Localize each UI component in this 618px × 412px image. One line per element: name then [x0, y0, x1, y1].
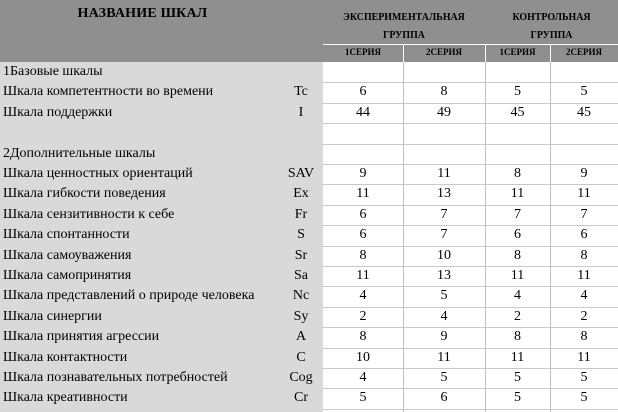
score-cell: 5: [580, 370, 588, 385]
table-row: [0, 144, 618, 164]
score-cell: 8: [359, 247, 367, 263]
scale-code: A: [295, 329, 307, 345]
score-cell: 8: [580, 329, 588, 345]
score-cell: 11: [437, 166, 451, 181]
scale-name: Шкала познавательных потребностей: [3, 370, 228, 385]
score-cell: 8: [440, 84, 448, 100]
scale-name: Шкала синергии: [3, 308, 102, 324]
score-cell: 11: [510, 349, 525, 365]
control-group-header: [492, 8, 612, 44]
score-cell: 4: [514, 288, 521, 304]
score-cell: 6: [514, 227, 521, 243]
scale-code: Cog: [289, 370, 313, 385]
table-row: [0, 266, 618, 286]
scale-code: Ex: [293, 186, 309, 202]
scale-code: Cr: [294, 390, 308, 406]
scale-name: Шкала принятия агрессии: [3, 329, 160, 345]
score-cell: 4: [359, 288, 367, 304]
score-cell: 9: [440, 329, 448, 345]
score-cell: 7: [514, 206, 521, 222]
scale-name: Шкала ценностных ориентаций: [3, 166, 193, 181]
table-row: [0, 286, 618, 306]
experimental-group-line2: ГРУППА: [383, 29, 425, 41]
table-row: [0, 307, 618, 327]
score-cell: 11: [510, 268, 525, 283]
header-divider: [323, 44, 618, 45]
table-row: [0, 348, 618, 368]
score-cell: 5: [359, 390, 367, 406]
column-title-scales: НАЗВАНИЕ ШКАЛ: [77, 6, 208, 21]
score-cell: 5: [440, 288, 448, 304]
scale-name: Шкала гибкости поведения: [3, 186, 166, 202]
score-cell: 5: [580, 390, 588, 406]
table-row: [0, 205, 618, 225]
control-group-line1: КОНТРОЛЬНАЯ: [512, 11, 591, 23]
scale-name: Шкала поддержки: [3, 104, 113, 120]
score-cell: 45: [577, 104, 591, 120]
table-row: [0, 103, 618, 123]
scale-code: I: [298, 104, 304, 120]
score-cell: 13: [437, 268, 451, 283]
score-cell: 44: [356, 104, 370, 120]
score-cell: 11: [577, 349, 591, 365]
score-cell: 8: [359, 329, 367, 345]
table-row: [0, 184, 618, 204]
series-header-exp-2: 2СЕРИЯ: [426, 47, 462, 57]
score-cell: 8: [514, 247, 521, 263]
scale-code: Sr: [294, 247, 308, 263]
score-cell: 2: [514, 308, 521, 324]
score-cell: 6: [580, 227, 588, 243]
scale-name: Шкала компетентности во времени: [3, 84, 214, 100]
score-cell: 45: [510, 104, 525, 120]
score-cell: 11: [356, 268, 370, 283]
score-cell: 5: [514, 370, 521, 385]
score-cell: 11: [577, 186, 591, 202]
scale-name: Шкала представлений о природе человека: [3, 288, 255, 304]
score-cell: 7: [440, 206, 448, 222]
score-cell: 8: [514, 329, 521, 345]
score-cell: 6: [440, 390, 448, 406]
table-row: [0, 368, 618, 388]
table-row: [0, 327, 618, 347]
score-cell: 2: [580, 308, 588, 324]
table-row: [0, 82, 618, 102]
scale-name: Шкала самоуважения: [3, 247, 132, 263]
score-cell: 11: [437, 349, 451, 365]
score-cell: 11: [577, 268, 591, 283]
table-row: [0, 246, 618, 266]
table-row: [0, 225, 618, 245]
scale-name: 2Дополнительные шкалы: [3, 145, 156, 161]
table-row: [0, 123, 618, 143]
grid-line: [323, 409, 618, 410]
scale-code: Sa: [294, 268, 308, 283]
series-header-ctl-1: 1СЕРИЯ: [499, 47, 536, 57]
scale-name: 1Базовые шкалы: [3, 64, 103, 79]
table-row: [0, 164, 618, 184]
score-cell: 5: [514, 390, 521, 406]
score-cell: 7: [580, 206, 588, 222]
score-cell: 4: [440, 308, 448, 324]
score-cell: 11: [510, 186, 525, 202]
score-cell: 7: [440, 227, 448, 243]
scale-code: Nc: [292, 288, 310, 304]
series-header-ctl-2: 2СЕРИЯ: [566, 47, 602, 57]
score-cell: 9: [580, 166, 588, 181]
score-cell: 4: [580, 288, 588, 304]
scale-name: Шкала самопринятия: [3, 268, 132, 283]
scale-code: Fr: [294, 206, 308, 222]
score-cell: 8: [514, 166, 521, 181]
series-header-exp-1: 1СЕРИЯ: [345, 47, 381, 57]
scale-code: SAV: [287, 166, 315, 181]
scale-code: S: [297, 227, 305, 243]
score-cell: 6: [359, 206, 367, 222]
score-cell: 5: [440, 370, 448, 385]
score-cell: 8: [580, 247, 588, 263]
table-row: [0, 62, 618, 82]
score-cell: 6: [359, 84, 367, 100]
score-cell: 6: [359, 227, 367, 243]
table-header: [0, 0, 618, 62]
scale-name: Шкала спонтанности: [3, 227, 130, 243]
scale-name: Шкала контактности: [3, 349, 128, 365]
score-cell: 11: [356, 186, 370, 202]
table-row: [0, 388, 618, 408]
control-group-line2: ГРУППА: [530, 29, 573, 41]
score-cell: 13: [437, 186, 451, 202]
experimental-group-header: [331, 8, 477, 44]
score-cell: 5: [514, 84, 521, 100]
scale-name: Шкала креативности: [3, 390, 128, 406]
scale-code: Sy: [293, 308, 309, 324]
scale-name: Шкала сензитивности к себе: [3, 206, 175, 222]
experimental-group-line1: ЭКСПЕРИМЕНТАЛЬНАЯ: [343, 11, 465, 23]
scale-code: Tc: [294, 84, 308, 100]
score-cell: 4: [359, 370, 367, 385]
score-cell: 2: [359, 308, 367, 324]
score-cell: 10: [356, 349, 370, 365]
score-cell: 49: [437, 104, 451, 120]
score-cell: 9: [359, 166, 367, 181]
score-cell: 5: [580, 84, 588, 100]
scale-code: C: [296, 349, 306, 365]
score-cell: 10: [437, 247, 451, 263]
